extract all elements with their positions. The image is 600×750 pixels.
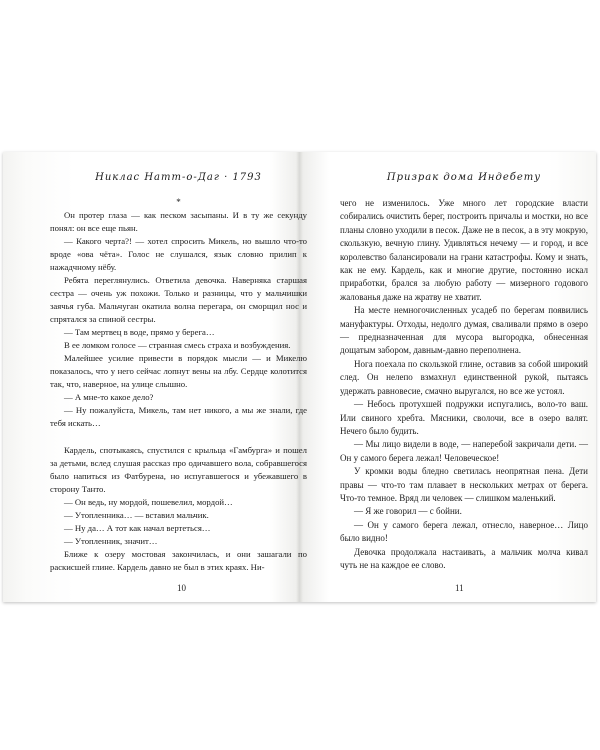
right-running-head: Призрак дома Индебету (386, 172, 542, 183)
paragraph: — Небось протухшей подружки испугались, воло-то ваш. Или свиного хребта. Мясники, сволочи, все в озеро валят. Нечего было будить. (340, 399, 588, 436)
right-page-number: 11 (455, 583, 464, 593)
paragraph: — Какого черта?! — хотел спросить Микель, но вышло что-то вроде «ова чёта». Голос не слушался, язык словно прилип к нажадчному нёбу. (50, 236, 307, 272)
paragraph: Малейшее усилие привести в порядок мысли — и Микелю показалось, что у него сейчас лопнут вены на лбу. Сердце колотится так, что, наверное, на улице слышно. (50, 353, 307, 389)
paragraph: У кромки воды бледно светилась неопрятная пена. Дети правы — что-то там плавает в нескольких метрах от берега. Что-то темное. Вряд ли человек — слишком маленький. (340, 466, 588, 503)
paragraph: Кардель, спотыкаясь, спустился с крыльца «Гамбурга» и пошел за детьми, вслед слушая рассказ про одичавшего вола, собравшегося было напиться из Фатбурена, но испугавшегося и убежавшего в сторону Танто. (50, 445, 307, 494)
paragraph: чего не изменилось. Уже много лет городские власти собирались очистить берег, построить причалы и мостки, но все планы словно уходили в песок. Даже не в песок, а в эту мокрую, скользкую, вечную глину. Удивляться нечему — и город, и все королевство балансировали на грани катастрофы. Кому и знать, как не ему. Кардель, как и многие другие, постоянно искал приработки, брался за любую работу — мизерного годового жалованья даже на жратву не хватит. (340, 198, 589, 302)
paragraph: — Утопленника… — вставил мальчик. (64, 510, 209, 520)
paragraph: Ребята переглянулись. Ответила девочка. Наверняка старшая сестра — очень уж похожи. Только и разницы, что у мальчишки заячья губа. Мальчуган окатила волна перегара, он сморщил нос и спрятался за спиной сестры. (50, 275, 307, 324)
paragraph: — Он у самого берега лежал, отнесло, наверное… Лицо было видно! (340, 519, 588, 544)
left-running-head: Никлас Натт-о-Даг · 1793 (95, 172, 262, 183)
paragraph: — Ну да… А тот как начал вертеться… (64, 523, 211, 533)
paragraph: — Ну пожалуйста, Микель, там нет никого, а мы же знали, где тебя искать… (50, 405, 307, 428)
paragraph: — Там мертвец в воде, прямо у берега… (64, 327, 215, 337)
left-page (50, 172, 307, 574)
paragraph: Нога поехала по скользкой глине, оставив за собой широкий след. Он нелепо взмахнул единственной рукой, пытаясь удержать равновесие, смачно выругался, но все же устоял. (340, 358, 588, 396)
paragraph: На месте немногочисленных усадеб по берегам появились мануфактуры. Отходы, недолго думая, сваливали прямо в озеро — предназначенная для мусора выгородка, обнесенная дощатым забором, давным-давно переполнена. (340, 305, 588, 356)
paragraph: — Я же говорил — с бойни. (354, 506, 462, 517)
left-body-text (50, 209, 307, 574)
paragraph: — А мне-то какое дело? (64, 392, 154, 402)
scene-break: * (176, 197, 181, 207)
left-page-number: 10 (177, 583, 186, 593)
paragraph: Ближе к озеру мостовая закончилась, и они зашагали по раскисшей глине. Кардель давно не был в этих краях. Ни- (50, 549, 307, 572)
paragraph: — Он ведь, ну мордой, пошевелил, мордой… (64, 497, 233, 507)
paragraph: Девочка продолжала настаивать, а мальчик молча кивал чуть не на каждое ее слово. (340, 546, 588, 570)
right-body-text (340, 197, 588, 572)
paragraph: — Утопленник, значит… (64, 536, 158, 546)
paragraph: — Мы лицо видели в воде, — наперебой закричали дети. — Он у самого берега лежал! Человеческое! (340, 439, 588, 463)
paragraph: Он протер глаза — как песком засыпаны. И в ту же секунду понял: он все еще пьян. (50, 210, 307, 233)
paragraph: В ее ломком голосе — странная смесь страха и возбуждения. (64, 340, 291, 350)
section-gap (50, 430, 307, 444)
right-page (340, 172, 588, 572)
